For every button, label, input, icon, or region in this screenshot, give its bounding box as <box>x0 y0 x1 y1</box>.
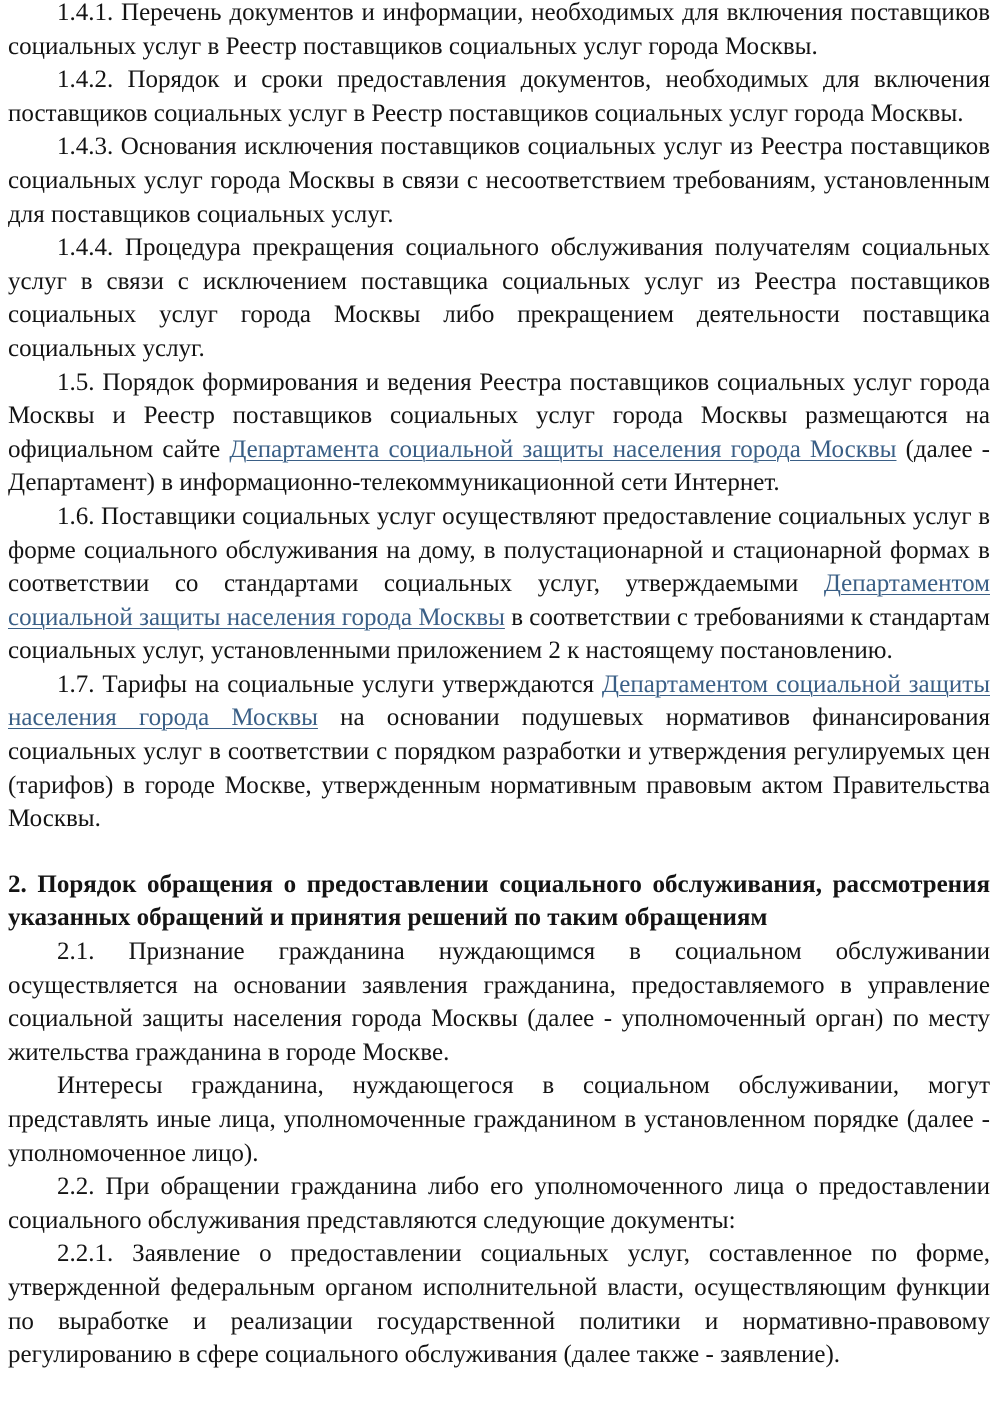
paragraph-1-6 <box>8 500 990 668</box>
paragraph-1-6-text-after: в соответствии с требованиями к стандартам социальных услуг, установленными приложением 2 к настоящему постановлению. <box>8 603 990 665</box>
paragraph-1-4-1: 1.4.1. Перечень документов и информации, необходимых для включения поставщиков социальных услуг в Реестр поставщиков социальных услуг города Москвы. <box>8 0 990 60</box>
paragraph-1-6-text-before: 1.6. Поставщики социальных услуг осуществляют предоставление социальных услуг в форме социального обслуживания на дому, в полустационарной и стационарной формах в соответствии со стандартами социальных услуг, утверждаемыми <box>8 502 990 598</box>
paragraph-1-7-text-after: на основании подушевых нормативов финансирования социальных услуг в соответствии с порядком разработки и утверждения регулируемых цен (тарифов) в городе Москве, утвержденным нормативным правовым актом Правительства Москвы. <box>8 704 990 833</box>
paragraph-1-4-2: 1.4.2. Порядок и сроки предоставления документов, необходимых для включения поставщиков социальных услуг в Реестр поставщиков социальных услуг города Москвы. <box>8 66 990 127</box>
department-link[interactable]: Департамента социальной защиты населения города Москвы <box>229 435 897 463</box>
paragraph-1-5-text-after: (далее - Департамент) в информационно-телекоммуникационной сети Интернет. <box>8 435 990 497</box>
paragraph-2-2-1: 2.2.1. Заявление о предоставлении социальных услуг, составленное по форме, утвержденной федеральным органом исполнительной власти, осуществляющим функции по выработке и реализации государственной политики и нормативно-правовому регулированию в сфере социального обслуживания (далее также - заявление). <box>8 1240 990 1369</box>
paragraph-2-1-representatives: Интересы гражданина, нуждающегося в социальном обслуживании, могут представлять иные лица, уполномоченные гражданином в установленном порядке (далее - уполномоченное лицо). <box>8 1072 990 1167</box>
paragraph-1-7-text-before: 1.7. Тарифы на социальные услуги утверждаются <box>57 670 602 698</box>
department-link[interactable]: Департаментом социальной защиты населения города Москвы <box>8 670 990 732</box>
paragraph-2-1: 2.1. Признание гражданина нуждающимся в социальном обслуживании осуществляется на основании заявления гражданина, предоставляемого в управление социальной защиты населения города Москвы (далее - уполномоченный орган) по месту жительства гражданина в городе Москве. <box>8 938 990 1066</box>
paragraph-1-5 <box>8 366 990 500</box>
department-link[interactable]: Департаментом социальной защиты населения города Москвы <box>8 570 990 631</box>
paragraph-1-7 <box>8 668 990 836</box>
paragraph-1-4-4: 1.4.4. Процедура прекращения социального обслуживания получателям социальных услуг в связи с исключением поставщика социальных услуг из Реестра поставщиков социальных услуг города Москвы либо прекращением деятельности поставщика социальных услуг. <box>8 234 990 362</box>
paragraph-1-4-3: 1.4.3. Основания исключения поставщиков социальных услуг из Реестра поставщиков социальных услуг города Москвы в связи с несоответствием требованиям, установленным для поставщиков социальных услуг. <box>8 133 990 228</box>
paragraph-1-5-text-before: 1.5. Порядок формирования и ведения Реестра поставщиков социальных услуг города Москвы и Реестр поставщиков социальных услуг города Москвы размещаются на официальном сайте <box>8 368 990 463</box>
section-2-heading: 2. Порядок обращения о предоставлении социального обслуживания, рассмотрения указанных обращений и принятия решений по таким обращениям <box>8 870 990 932</box>
paragraph-2-2: 2.2. При обращении гражданина либо его уполномоченного лица о предоставлении социального обслуживания представляются следующие документы: <box>8 1173 990 1234</box>
